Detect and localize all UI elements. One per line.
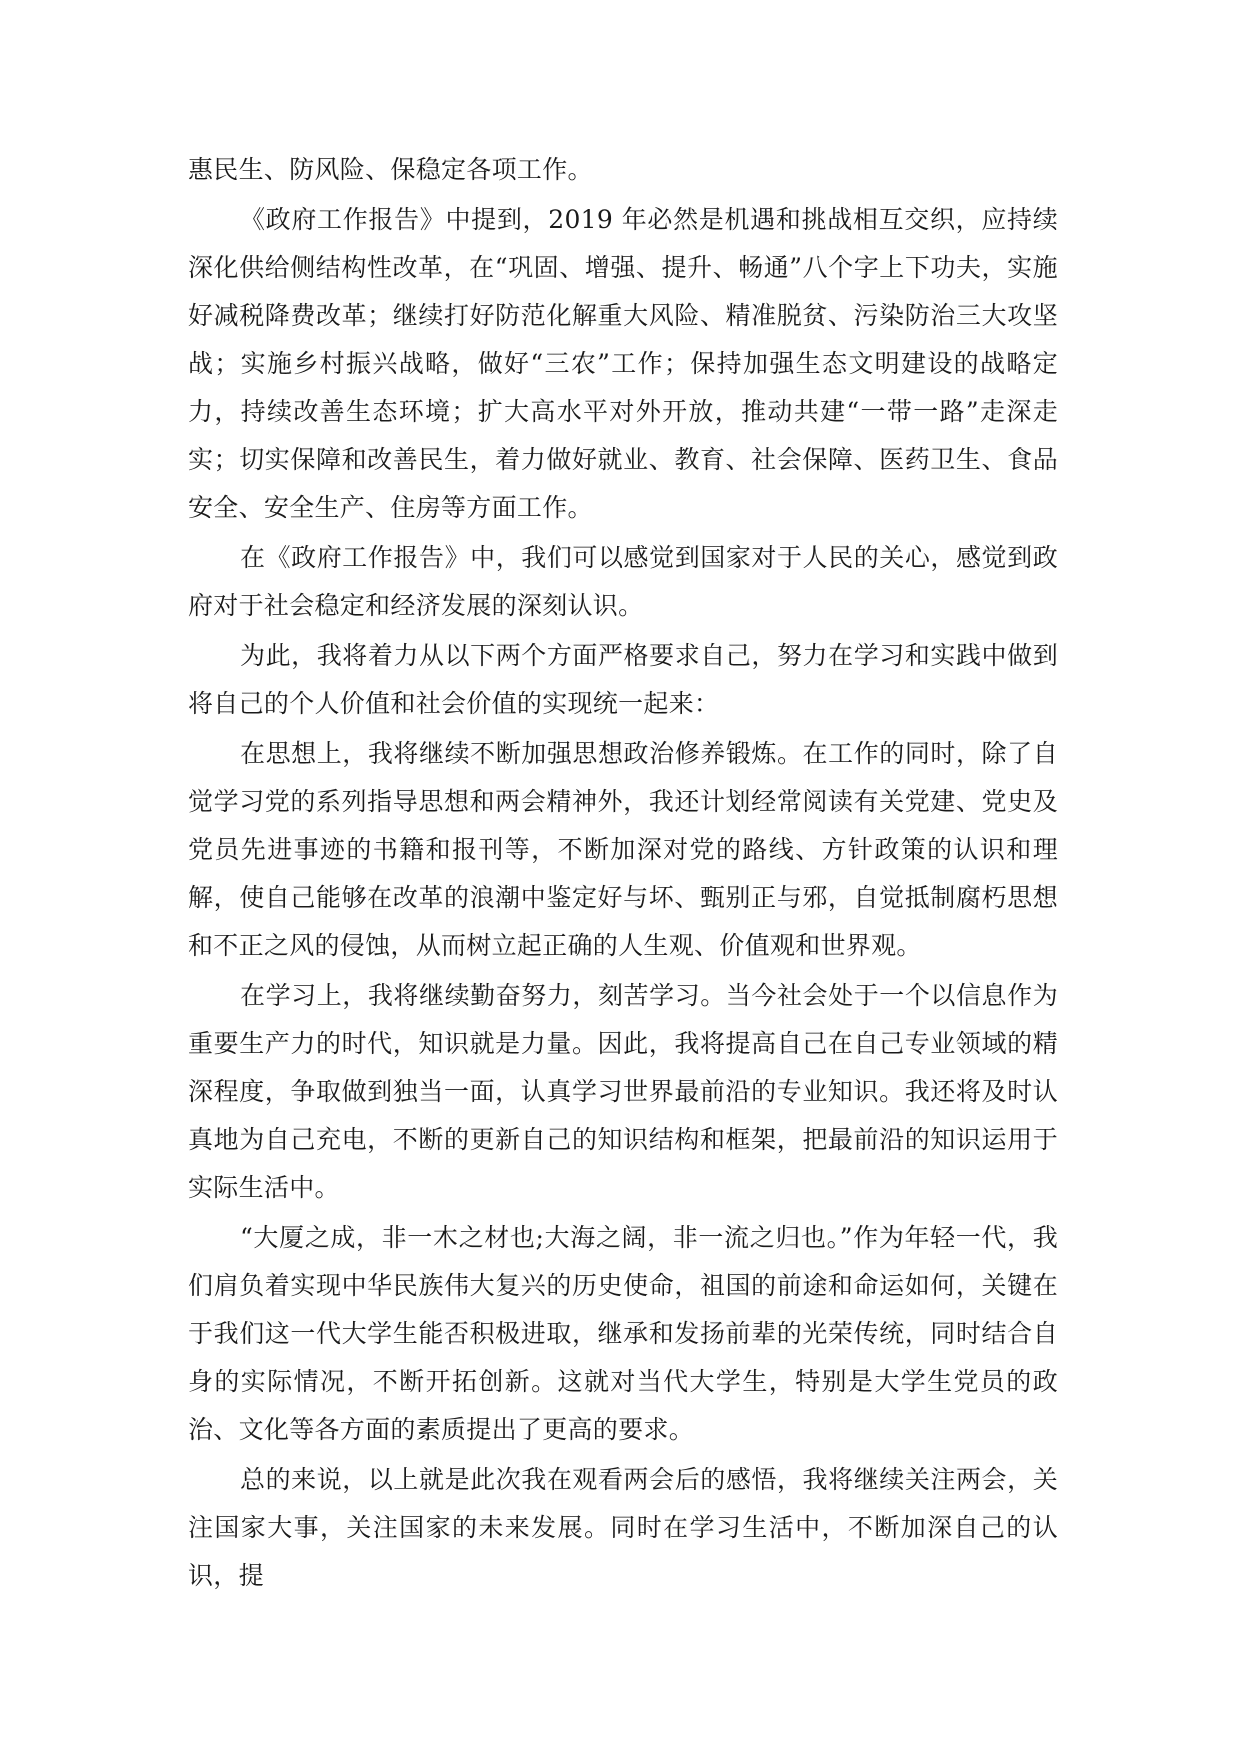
paragraph-study: 在学习上，我将继续勤奋努力，刻苦学习。当今社会处于一个以信息作为重要生产力的时代，知识就是力量。因此，我将提高自己在自己专业领域的精深程度，争取做到独当一面，认真学习世界最前沿的专业知识。我还将及时认真地为自己充电，不断的更新自己的知识结构和框架，把最前沿的知识运用于实际生活中。 [188,981,1058,1202]
paragraph-report-summary: 《政府工作报告》中提到，2019 年必然是机遇和挑战相互交织，应持续深化供给侧结构性改革，在“巩固、增强、提升、畅通”八个字上下功夫，实施好减税降费改革；继续打好防范化解重大风险、精准脱贫、污染防治三大攻坚战；实施乡村振兴战略，做好“三农”工作；保持加强生态文明建设的战略定力，持续改善生态环境；扩大高水平对外开放，推动共建“一带一路”走深走实；切实保障和改善民生，着力做好就业、教育、社会保障、医药卫生、食品安全、安全生产、住房等方面工作。 [188,205,1058,522]
paragraph-two-aspects: 为此，我将着力从以下两个方面严格要求自己，努力在学习和实践中做到将自己的个人价值和社会价值的实现统一起来： [188,641,1058,718]
paragraph-conclusion: 总的来说，以上就是此次我在观看两会后的感悟，我将继续关注两会，关注国家大事，关注国家的未来发展。同时在学习生活中，不断加深自己的认识，提 [188,1465,1058,1590]
paragraph-continuation: 惠民生、防风险、保稳定各项工作。 [188,155,593,184]
paragraph-thought: 在思想上，我将继续不断加强思想政治修养锻炼。在工作的同时，除了自觉学习党的系列指导思想和两会精神外，我还计划经常阅读有关党建、党史及党员先进事迹的书籍和报刊等，不断加深对党的路线、方针政策的认识和理解，使自己能够在改革的浪潮中鉴定好与坏、甄别正与邪，自觉抵制腐朽思想和不正之风的侵蚀，从而树立起正确的人生观、价值观和世界观。 [188,739,1058,960]
paragraph-report-feeling: 在《政府工作报告》中，我们可以感觉到国家对于人民的关心，感觉到政府对于社会稳定和经济发展的深刻认识。 [188,543,1058,620]
paragraph-quote: “大厦之成，非一木之材也;大海之阔，非一流之归也。”作为年轻一代，我们肩负着实现中华民族伟大复兴的历史使命，祖国的前途和命运如何，关键在于我们这一代大学生能否积极进取，继承和发扬前辈的光荣传统，同时结合自身的实际情况，不断开拓创新。这就对当代大学生，特别是大学生党员的政治、文化等各方面的素质提出了更高的要求。 [188,1223,1058,1444]
body-text [188,146,1058,1602]
